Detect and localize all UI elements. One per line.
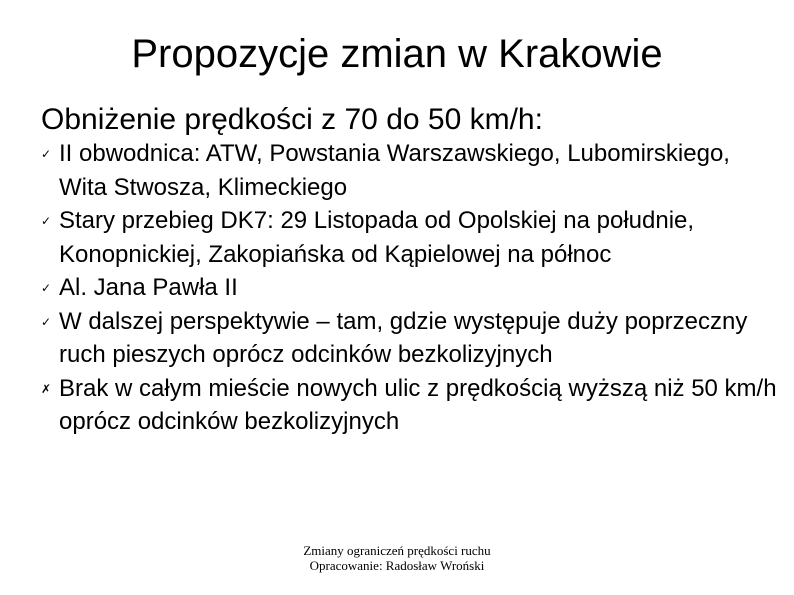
bullet-text: Brak w całym mieście nowych ulic z prędkością wyższą niż 50 km/h oprócz odcinków bezkolizyjnych xyxy=(59,374,777,435)
footer-line: Zmiany ograniczeń prędkości ruchu xyxy=(303,543,491,558)
bullet-list xyxy=(41,137,781,439)
bullet-text: II obwodnica: ATW, Powstania Warszawskiego, Lubomirskiego, Wita Stwosza, Klimeckiego xyxy=(59,140,730,201)
bullet-item xyxy=(41,305,781,372)
bullet-item xyxy=(41,137,781,204)
check-icon: ✓ xyxy=(41,314,52,329)
bullet-text: Al. Jana Pawła II xyxy=(59,274,238,301)
bullet-text: Stary przebieg DK7: 29 Listopada od Opolskiej na południe, Konopnickiej, Zakopiańska od Kąpielowej na północ xyxy=(59,207,695,268)
check-icon: ✓ xyxy=(41,214,52,228)
slide-footer xyxy=(0,543,794,573)
bullet-text: W dalszej perspektywie – tam, gdzie występuje duży poprzeczny ruch pieszych oprócz odcinków bezkolizyjnych xyxy=(59,307,748,368)
slide-title: Propozycje zmian w Krakowie xyxy=(131,32,663,76)
footer-line: Opracowanie: Radosław Wroński xyxy=(309,558,485,573)
bullet-item xyxy=(41,204,781,271)
bullet-item xyxy=(41,271,781,305)
check-icon: ✓ xyxy=(41,147,52,161)
check-icon: ✓ xyxy=(41,281,52,295)
slide-heading: Obniżenie prędkości z 70 do 50 km/h: xyxy=(41,103,543,136)
bullet-item xyxy=(41,372,781,439)
cross-icon: ✗ xyxy=(41,381,52,396)
